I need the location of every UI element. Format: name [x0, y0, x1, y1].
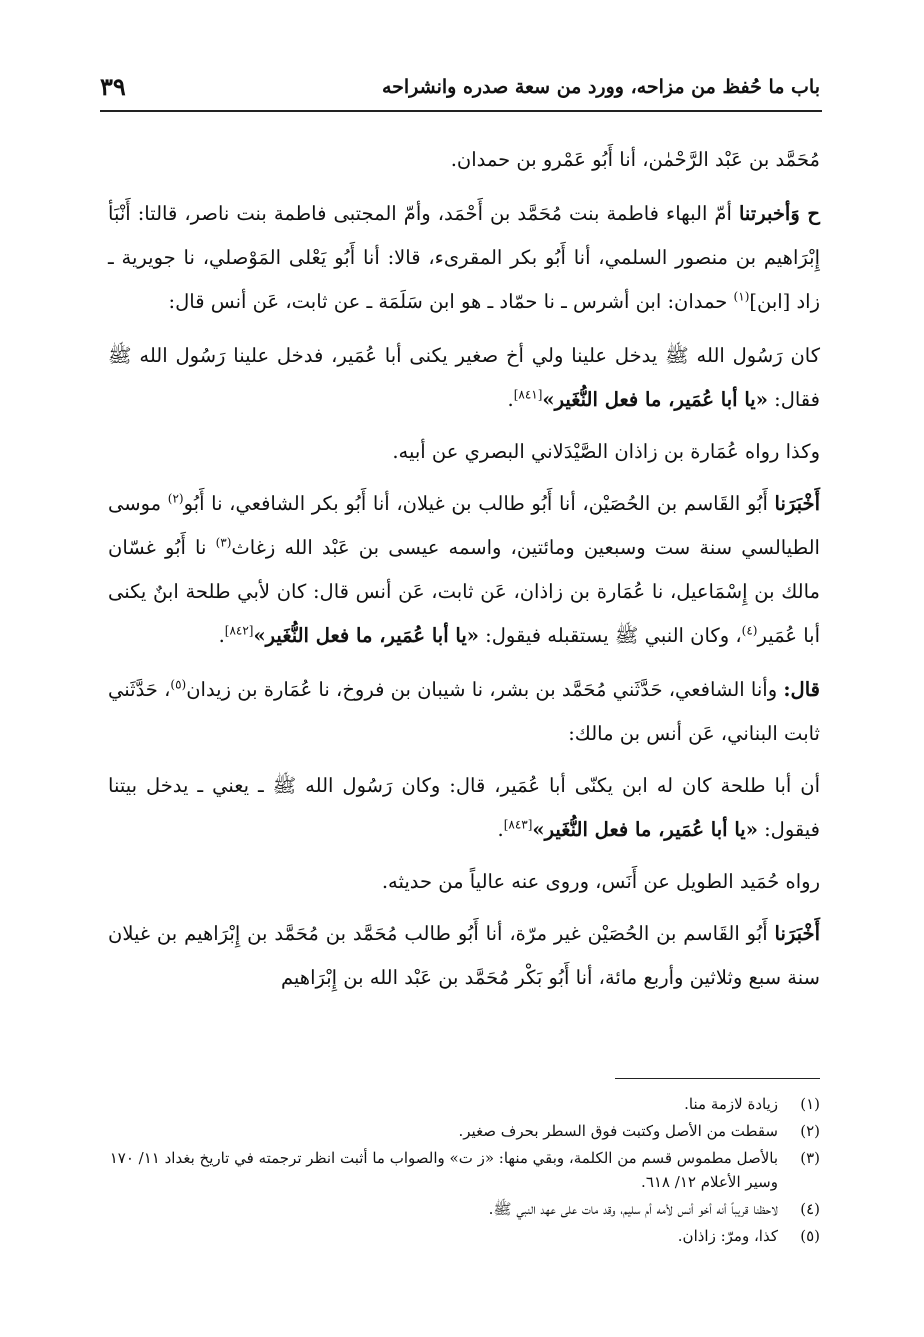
- punctuation: .: [497, 818, 504, 841]
- footnotes: [108, 1092, 820, 1251]
- footnote-marker[interactable]: (٥): [170, 677, 187, 692]
- isnad-keyword: أَخْبَرَنا: [774, 492, 821, 515]
- paragraph: [108, 860, 820, 904]
- paragraph-text: كان رَسُول الله ﷺ يدخل علينا ولي أخ صغير يكنى أبا عُمَير، فدخل علينا رَسُول الله ﷺ فقال:: [108, 344, 820, 411]
- footnote-marker[interactable]: (٢): [167, 491, 184, 506]
- paragraph: [108, 430, 820, 474]
- paragraph: [108, 912, 820, 1000]
- main-text: [108, 138, 820, 1008]
- footnote-text: زيادة لازمة منا.: [684, 1095, 778, 1113]
- header-divider: [100, 110, 822, 112]
- hadith-quote: «يا أبا عُمَير، ما فعل النُّغَير»: [253, 624, 479, 647]
- footnote-number: (٢): [800, 1122, 820, 1140]
- hadith-quote: «يا أبا عُمَير، ما فعل النُّغَير»: [542, 388, 768, 411]
- paragraph-text: وأنا الشافعي، حَدَّثَني مُحَمَّد بن بشر، نا شيبان بن فروخ، نا عُمَارة بن زيدان: [186, 678, 778, 701]
- footnote-text: سقطت من الأصل وكتبت فوق السطر بحرف صغير.: [458, 1122, 778, 1140]
- footnote-marker[interactable]: (٣): [215, 535, 232, 550]
- paragraph-text: ، حَدَّثَني ثابت البناني، عَن أنس بن مالك:: [108, 678, 820, 745]
- hadith-quote: «يا أبا عُمَير، ما فعل النُّغَير»: [532, 818, 758, 841]
- chapter-title: باب ما حُفظ من مزاحه، وورد من سعة صدره وانشراحه: [381, 76, 820, 98]
- paragraph-text: حمدان: ابن أشرس ـ نا حمّاد ـ هو ابن سَلَمَة ـ عن ثابت، عَن أنس قال:: [168, 290, 734, 313]
- footnote: [108, 1092, 820, 1116]
- paragraph: [108, 138, 820, 182]
- footnote-marker[interactable]: (١): [733, 289, 750, 304]
- paragraph-text: وكذا رواه عُمَارة بن زاذان الصَّيْدَلاني البصري عن أبيه.: [392, 440, 820, 463]
- hadith-number: [٨٤٢]: [224, 623, 254, 638]
- paragraph: [108, 482, 820, 658]
- paragraph: [108, 764, 820, 852]
- isnad-keyword: أَخْبَرَنا: [774, 922, 820, 945]
- paragraph: [108, 668, 820, 756]
- hadith-number: [٨٤١]: [513, 387, 543, 402]
- footnote-text: لاحظنا قريباً أنه أخو أنس لأمه أم سليم، وقد مات على عهد النبي ﷺ.: [488, 1200, 778, 1218]
- page-number: ٣٩: [100, 72, 126, 101]
- footnote: [108, 1146, 820, 1194]
- punctuation: .: [507, 388, 514, 411]
- footnote-number: (٥): [800, 1227, 820, 1245]
- paragraph-text: أن أبا طلحة كان له ابن يكنّى أبا عُمَير، قال: وكان رَسُول الله ﷺ ـ يعني ـ يدخل بيتنا فيقول:: [108, 774, 820, 841]
- paragraph-text: أَبُو القَاسم بن الحُصَيْن، أنا أَبُو طالب بن غيلان، أنا أَبُو بكر الشافعي، نا أَبُو: [183, 492, 768, 515]
- footnote-text: كذا، ومرّ: زاذان.: [677, 1227, 778, 1245]
- footnote-number: (٤): [800, 1200, 820, 1218]
- paragraph-text: موسى الطيالسي سنة ست وسبعين ومائتين، واسمه عيسى بن عَبْد الله زغاث: [108, 492, 820, 559]
- page-header: [100, 70, 820, 106]
- paragraph: [108, 192, 820, 324]
- isnad-keyword: ح وَأخبرتنا: [738, 202, 820, 225]
- footnote: [108, 1119, 820, 1143]
- footnote-marker[interactable]: (٤): [741, 623, 758, 638]
- paragraph-text: ، وكان النبي ﷺ يستقبله فيقول:: [478, 624, 742, 647]
- footnote-number: (٣): [800, 1149, 820, 1167]
- footnote-text: بالأصل مطموس قسم من الكلمة، وبقي منها: «ز ت» والصواب ما أثبت انظر ترجمته في تاريخ بغداد ١١/ ١٧٠ وسير الأعلام ١٢/ ٦١٨.: [109, 1149, 778, 1191]
- footnote-number: (١): [800, 1095, 820, 1113]
- punctuation: .: [218, 624, 225, 647]
- paragraph: [108, 334, 820, 422]
- paragraph-text: أَبُو القَاسم بن الحُصَيْن غير مرّة، أنا أَبُو طالب مُحَمَّد بن مُحَمَّد بن إِبْرَاهيم بن غيلان سنة سبع وثلاثين وأربع مائة، أنا أَبُو بَكْر مُحَمَّد بن عَبْد الله بن إِبْرَاهيم: [108, 922, 820, 989]
- footnote-divider: [615, 1078, 820, 1079]
- hadith-number: [٨٤٣]: [503, 817, 533, 832]
- footnote: [108, 1197, 820, 1221]
- paragraph-text: أمّ البهاء فاطمة بنت مُحَمَّد بن أَحْمَد، وأمّ المجتبى فاطمة بنت ناصر، قالتا: أَنْبَأ إِبْرَاهيم بن منصور السلمي، أنا أَبُو بكر المقرىء، قالا: أنا أَبُو يَعْلى المَوْصلي، نا جويرية ـ زاد [ابن]: [108, 202, 820, 313]
- paragraph-text: رواه حُمَيد الطويل عن أَنَس، وروى عنه عالياً من حديثه.: [381, 870, 820, 893]
- isnad-keyword: قال:: [783, 678, 820, 701]
- footnote: [108, 1224, 820, 1248]
- paragraph-text: مُحَمَّد بن عَبْد الرَّحْمٰن، أنا أَبُو عَمْرو بن حمدان.: [450, 148, 820, 171]
- paragraph-text: نا أَبُو غسّان مالك بن إِسْمَاعيل، نا عُمَارة بن زاذان، عَن ثابت، عَن أنس قال: كان لأبي طلحة ابنٌ يكنى أبا عُمَير: [108, 536, 820, 647]
